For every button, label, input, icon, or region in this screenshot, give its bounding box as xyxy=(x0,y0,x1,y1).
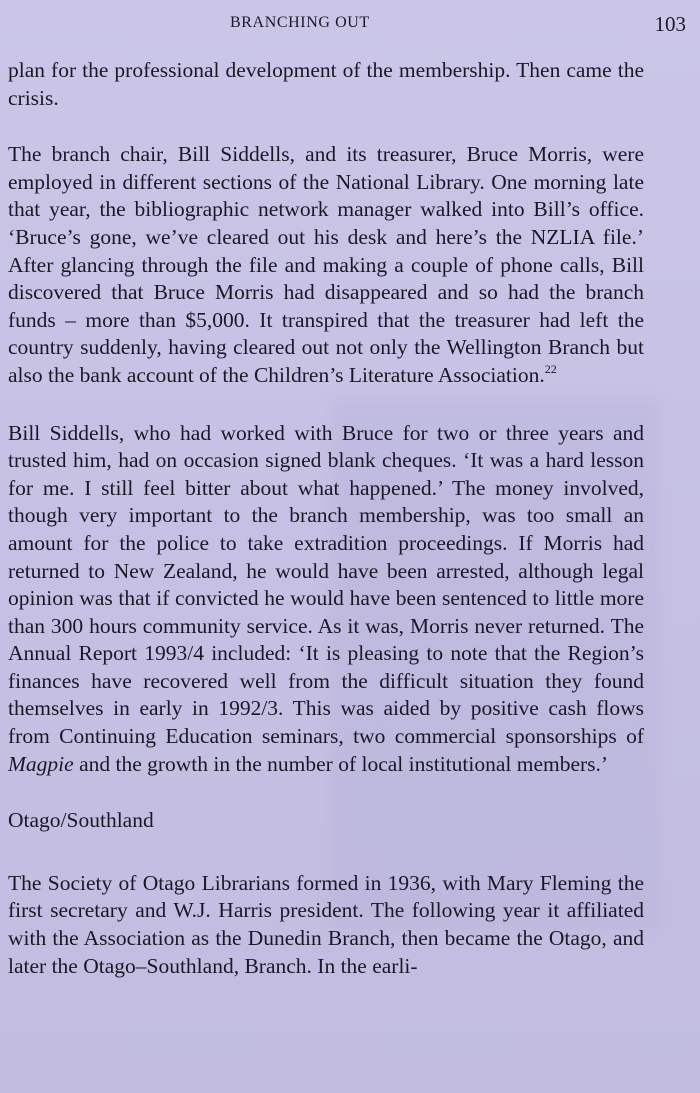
paragraph-3 xyxy=(8,420,644,779)
paragraph-1: plan for the professional development of the membership. Then came the crisis. xyxy=(8,58,644,110)
magpie-title: Magpie xyxy=(8,751,74,776)
page-number: 103 xyxy=(654,12,686,36)
paragraph-3-text: Bill Siddells, who had worked with Bruce for two or three years and trusted him, had on occasion signed blank cheques. ‘It was a hard lesson for me. I still feel bitter about what happened.’ The money involved, though very important to the branch membership, was too small an amount for the police to take extradition proceedings. If Morris had returned to New Zealand, he would have been arrested, although legal opinion was that if convicted he would have been sentenced to little more than 300 hours community service. As it was, Morris never returned. The Annual Report 1993/4 included: ‘It is pleasing to note that the Region’s finances have recovered well from the difficult situation they found themselves in early in 1992/3. This was aided by positive cash flows from Continuing Education seminars, two commercial sponsorships of xyxy=(8,420,644,749)
body-text xyxy=(8,57,644,980)
section-heading: Otago/Southland xyxy=(8,808,154,833)
paragraph-2 xyxy=(8,141,644,389)
paragraph-4: The Society of Otago Librarians formed in 1936, with Mary Fleming the first secretary and W.J. Harris president. The following year it affiliated with the Association as the Dunedin Branch, then became the Otago, and later the Otago–Southland, Branch. In the earli- xyxy=(8,870,644,978)
paragraph-3-text-end: and the growth in the number of local institutional members.’ xyxy=(73,751,609,776)
footnote-ref-22: 22 xyxy=(544,361,557,376)
running-head xyxy=(0,14,700,40)
running-title: BRANCHING OUT xyxy=(230,14,370,31)
paragraph-2-text: The branch chair, Bill Siddells, and its treasurer, Bruce Morris, were employed in different sections of the National Library. One morning late that year, the bibliographic network manager walked into Bill’s office. ‘Bruce’s gone, we’ve cleared out his desk and here’s the NZLIA file.’ After glancing through the file and making a couple of phone calls, Bill discovered that Bruce Morris had disappeared and so had the branch funds – more than $5,000. It transpired that the treasurer had left the country suddenly, having cleared out not only the Wellington Branch but also the bank account of the Children’s Literature Association. xyxy=(8,142,644,387)
